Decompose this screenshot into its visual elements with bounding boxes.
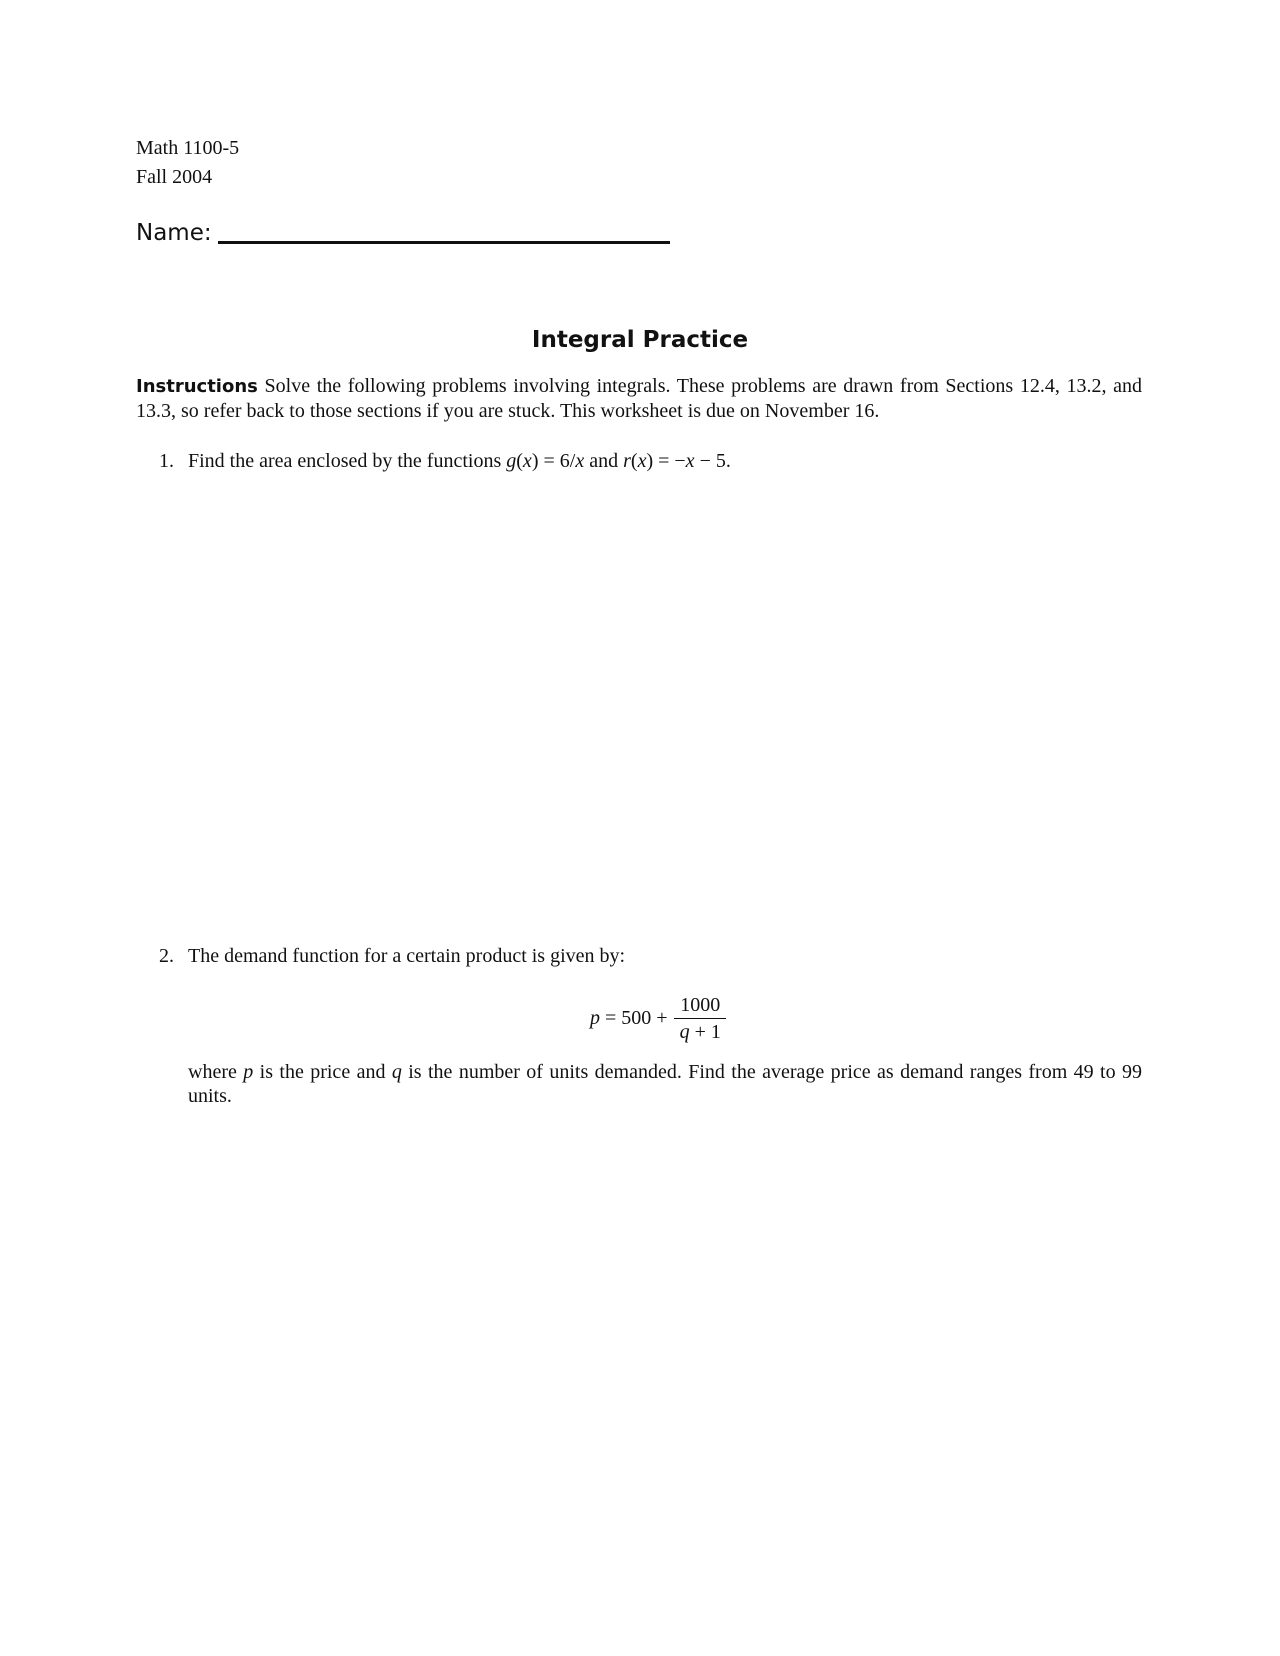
r-rhs-variable: x — [685, 450, 695, 472]
problem-2-text: The demand function for a certain product is given by: — [188, 945, 626, 967]
problem-1-lead: Find the area enclosed by the functions — [188, 450, 507, 472]
followup-where: where — [188, 1061, 244, 1083]
name-label: Name: — [136, 220, 212, 246]
formula-denominator — [674, 1019, 727, 1043]
instructions-label: Instructions — [136, 376, 258, 397]
instructions-text: Solve the following problems involving integrals. These problems are drawn from Sections 12.4, 13.2, and 13.3, so refer back to those sections if you are stuck. This worksheet is due on November 16. — [136, 375, 1143, 422]
g-open-paren: ( — [516, 450, 523, 472]
g-rhs-variable: x — [575, 450, 585, 472]
problem-2-number: 2. — [159, 945, 174, 967]
g-variable: x — [522, 450, 532, 472]
problem-1-text — [188, 449, 1138, 473]
name-blank-line[interactable] — [218, 241, 670, 244]
followup-end: is the number of units demanded. Find the average price as demand ranges from 49 to 99 units. — [188, 1061, 1143, 1107]
formula-lhs-variable: p — [590, 1006, 600, 1029]
r-function-name: r — [623, 450, 631, 472]
conjunction: and — [584, 450, 624, 472]
followup-p-variable: p — [243, 1061, 254, 1083]
formula-denominator-variable: q — [679, 1020, 690, 1043]
g-function-name: g — [506, 450, 517, 472]
g-rhs: ) = 6/ — [531, 450, 576, 472]
problem-1-number: 1. — [159, 450, 174, 472]
followup-mid: is the price and — [253, 1061, 392, 1083]
r-open-paren: ( — [630, 450, 638, 472]
problem-2-followup — [188, 1060, 1142, 1108]
formula-denominator-rest: + 1 — [689, 1020, 721, 1043]
instructions-paragraph — [136, 374, 1142, 423]
formula-numerator: 1000 — [674, 994, 726, 1019]
term-label: Fall 2004 — [136, 166, 213, 188]
r-rhs-open: ) = − — [646, 450, 686, 472]
page-title: Integral Practice — [531, 327, 749, 353]
formula-fraction — [674, 994, 727, 1043]
course-label: Math 1100-5 — [136, 137, 240, 159]
demand-formula — [590, 988, 727, 1048]
followup-q-variable: q — [391, 1061, 402, 1083]
formula-lhs-rest: = 500 + — [600, 1006, 668, 1029]
r-variable: x — [637, 450, 647, 472]
r-rhs-tail: − 5. — [694, 450, 731, 472]
